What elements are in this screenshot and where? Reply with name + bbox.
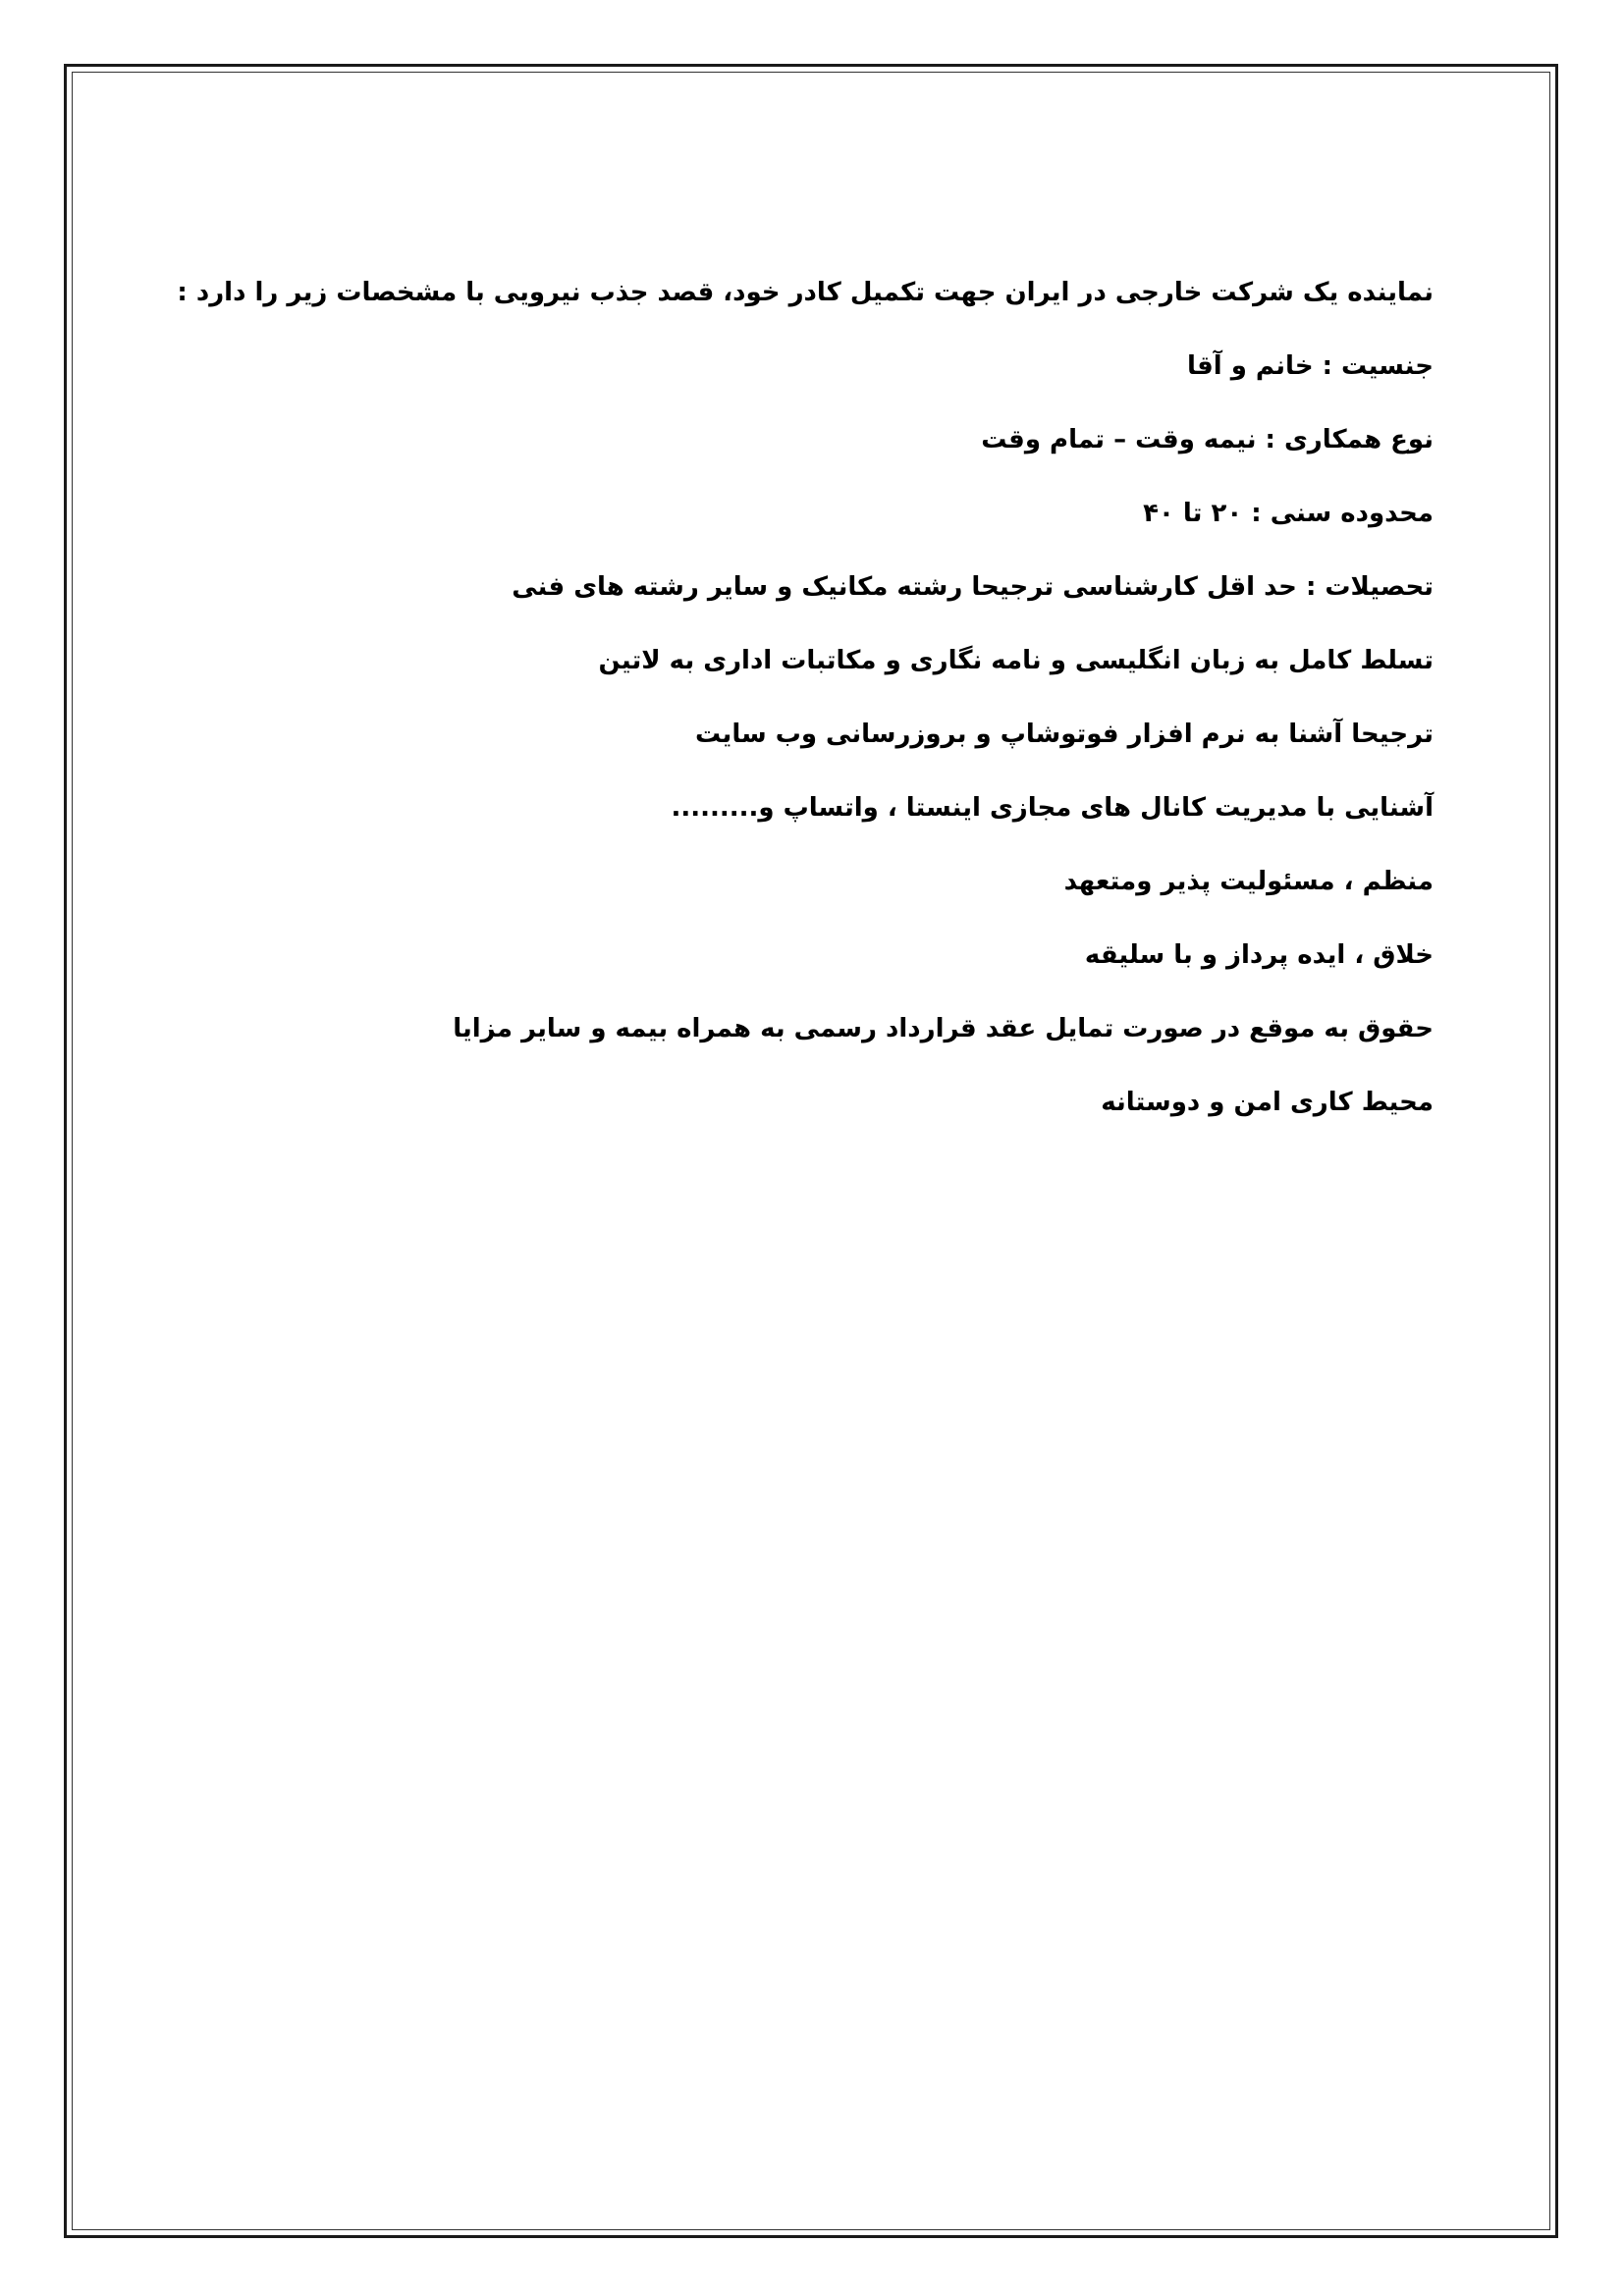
discipline-line: منظم ، مسئولیت پذیر ومتعهد bbox=[1063, 867, 1434, 896]
employment-type-line: نوع همکاری : نیمه وقت – تمام وقت bbox=[981, 425, 1434, 454]
software-skill-line: ترجیحا آشنا به نرم افزار فوتوشاپ و بروزرسانی وب سایت bbox=[695, 720, 1434, 749]
job-advertisement-text bbox=[177, 273, 1434, 1156]
salary-benefits-line: حقوق به موقع در صورت تمایل عقد قرارداد رسمی به همراه بیمه و سایر مزایا bbox=[453, 1014, 1434, 1043]
gender-line: جنسیت : خانم و آقا bbox=[1186, 351, 1434, 381]
age-range-line: محدوده سنی : ۲۰ تا ۴۰ bbox=[1143, 499, 1434, 528]
work-environment-line: محیط کاری امن و دوستانه bbox=[1101, 1088, 1434, 1117]
creativity-line: خلاق ، ایده پرداز و با سلیقه bbox=[1084, 940, 1434, 970]
intro-line: نماینده یک شرکت خارجی در ایران جهت تکمیل کادر خود، قصد جذب نیرویی با مشخصات زیر را دارد : bbox=[177, 278, 1434, 307]
english-skill-line: تسلط کامل به زبان انگلیسی و نامه نگاری و مکاتبات اداری به لاتین bbox=[598, 646, 1434, 675]
education-line: تحصیلات : حد اقل کارشناسی ترجیحا رشته مکانیک و سایر رشته های فنی bbox=[512, 572, 1434, 602]
social-media-line: آشنایی با مدیریت کانال های مجازی اینستا ، واتساپ و......... bbox=[671, 793, 1434, 823]
